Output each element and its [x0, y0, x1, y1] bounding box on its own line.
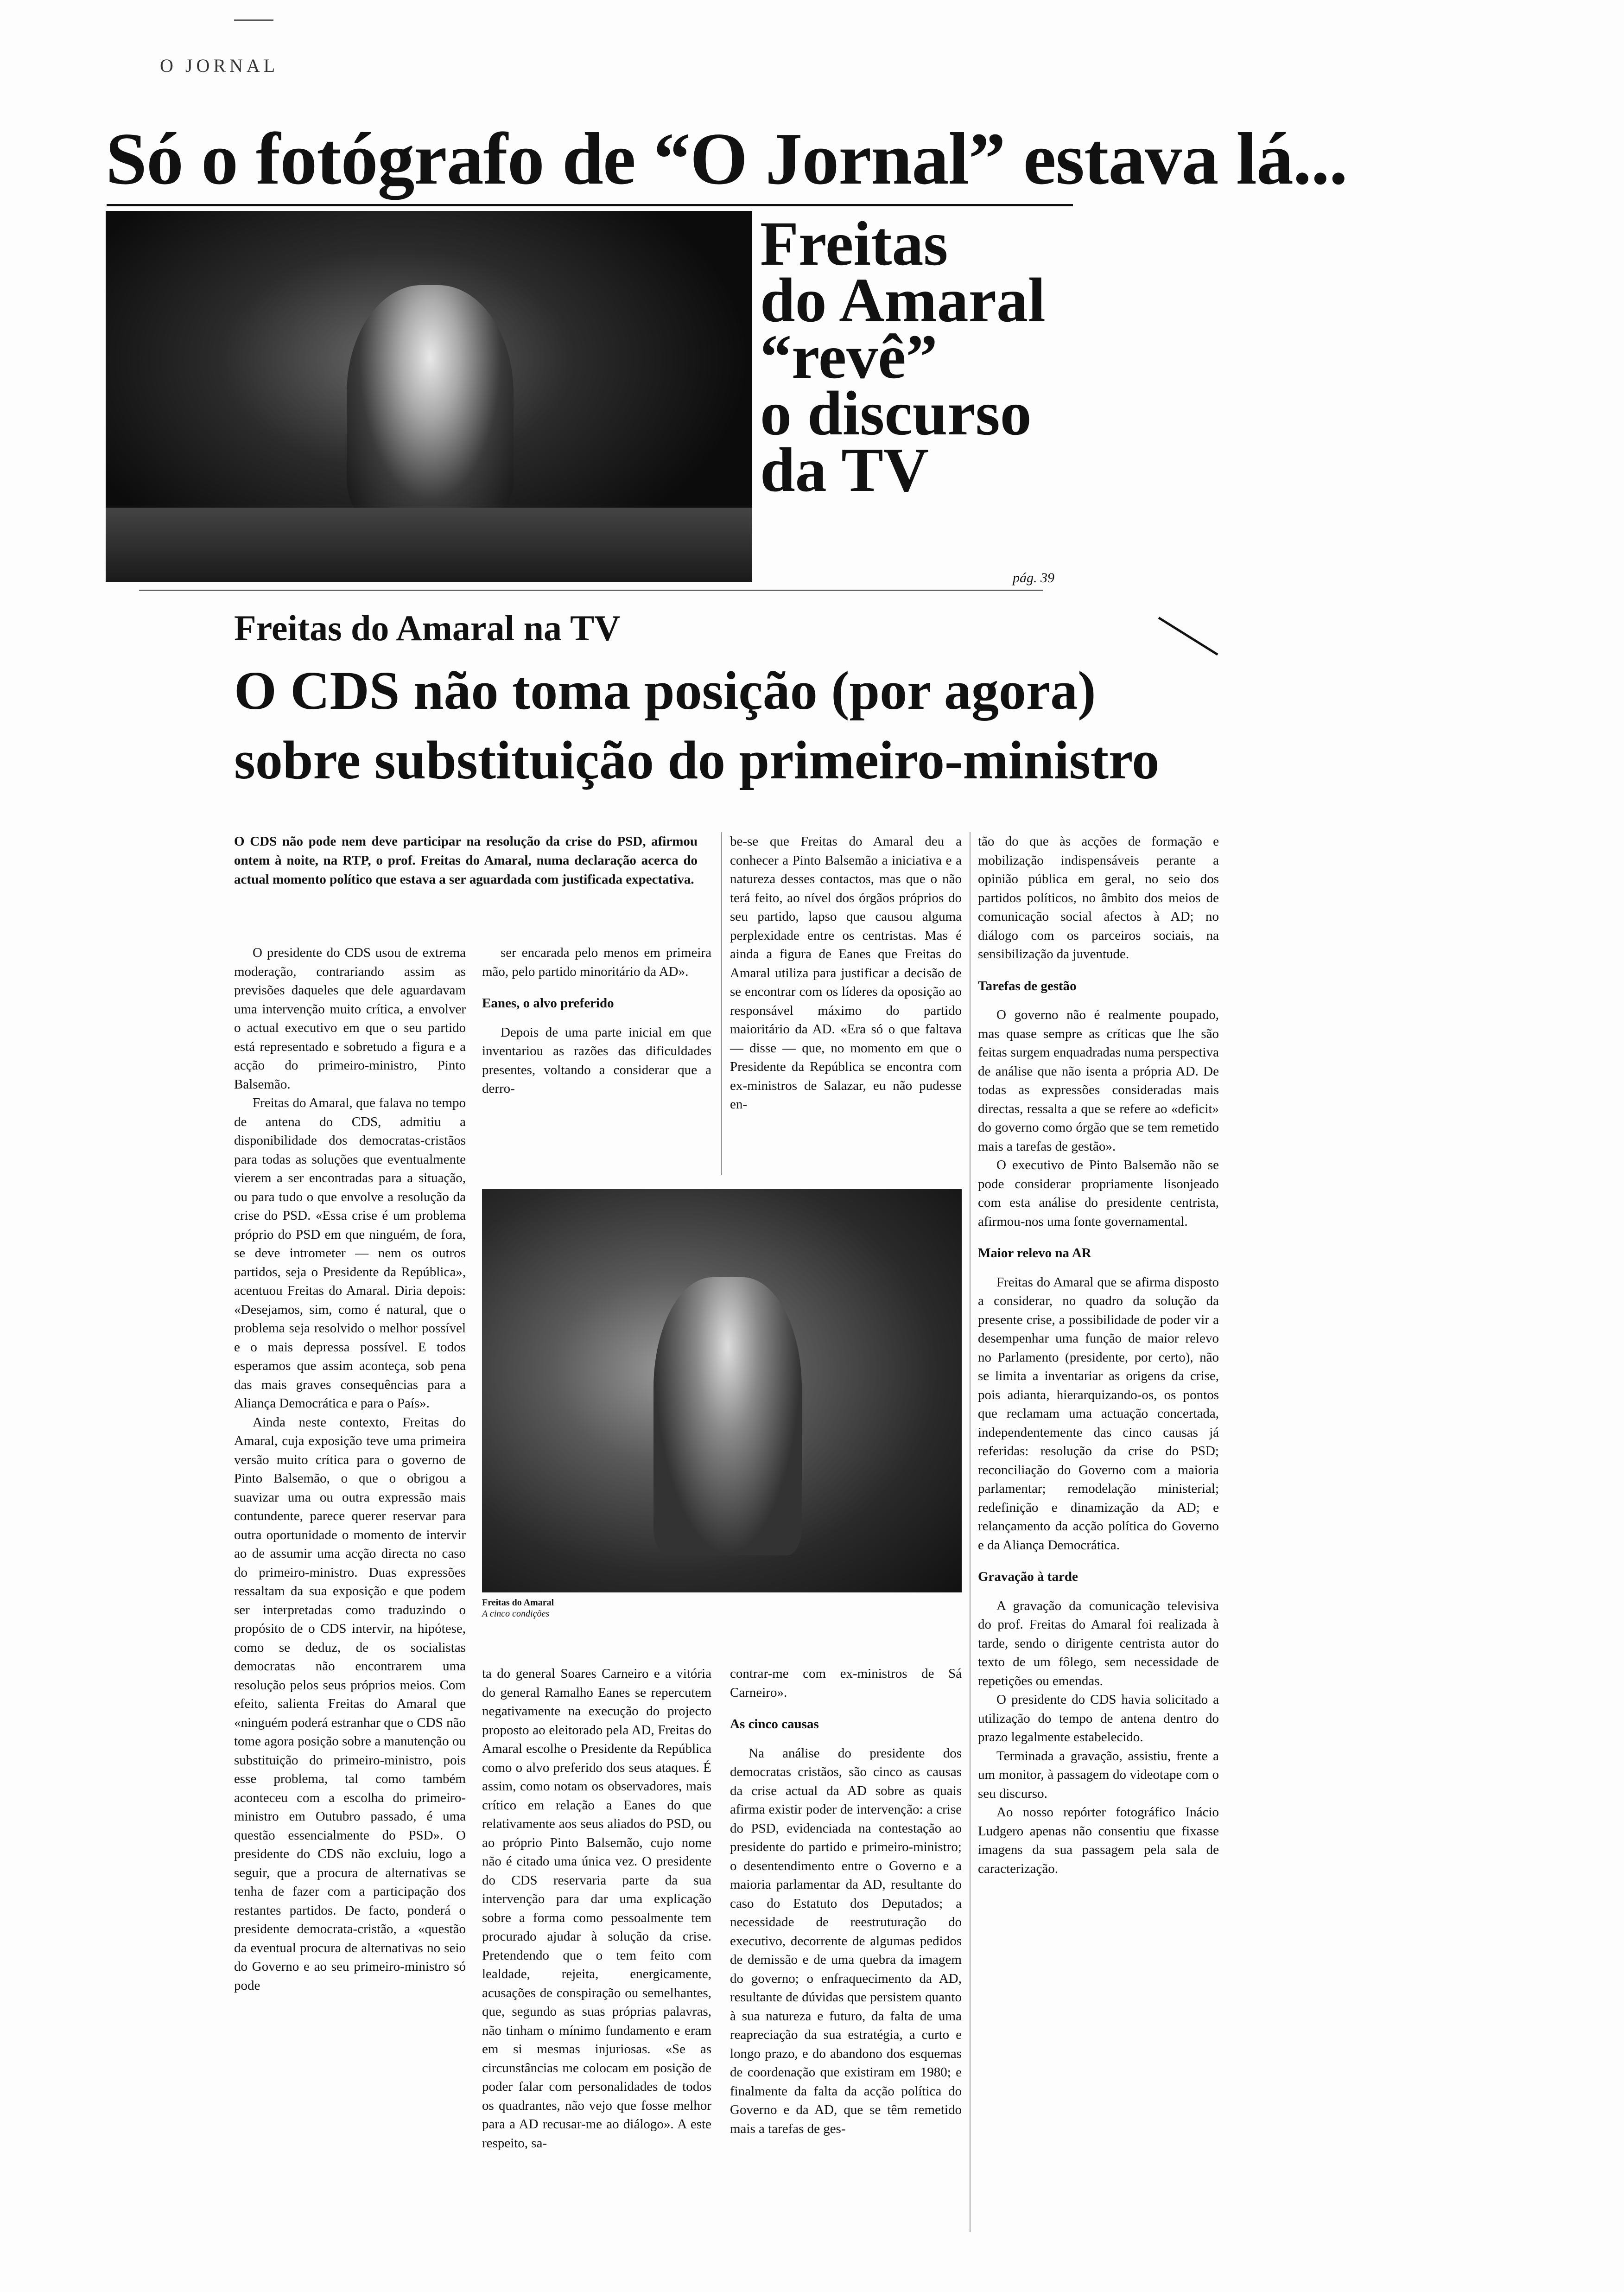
paragraph: Terminada a gravação, assistiu, frente a um monitor, à passagem do videotape com o seu discurso.: [978, 1748, 1219, 1801]
paragraph: O presidente do CDS havia solicitado a utilização do tempo de antena dentro do prazo legalmente estabelecido.: [978, 1692, 1219, 1744]
paragraph: O executivo de Pinto Balsemão não se pode considerar propriamente lisonjeado com esta análise do presidente centrista, afirmou-nos uma fonte governamental.: [978, 1158, 1219, 1229]
article-headline-line1: O CDS não toma posição (por agora): [234, 660, 1096, 721]
feature-headline-line: da TV: [760, 435, 929, 505]
top-rule: [234, 19, 273, 21]
article-kicker: Freitas do Amaral na TV: [234, 608, 621, 648]
feature-headline: [760, 209, 1094, 505]
photo-freitas-do-amaral-tv: [106, 211, 752, 582]
column-divider: [721, 832, 722, 1175]
slash-mark: [1158, 617, 1218, 656]
caption-line2: A cinco condições: [482, 1609, 550, 1619]
article-headline-line2: sobre substituição do primeiro-ministro: [234, 730, 1160, 790]
subheading-eanes: Eanes, o alvo preferido: [482, 996, 614, 1011]
article-lead: O CDS não pode nem deve participar na resolução da crise do PSD, afirmou ontem à noite, na RTP, o prof. Freitas do Amaral, numa declaração acerca do actual momento político que estava a ser aguardada com justificada expectativa.: [234, 834, 698, 887]
photo-figure: [347, 285, 514, 526]
paragraph: A gravação da comunicação televisiva do prof. Freitas do Amaral foi realizada à tarde, sendo o dirigente centrista autor do texto de um fôlego, sem necessidade de repetições ou emendas.: [978, 1598, 1219, 1688]
photo-desk: [106, 508, 752, 582]
column-1: [234, 943, 466, 1995]
paragraph: contrar-me com ex-ministros de Sá Carneiro».: [730, 1666, 962, 1700]
paragraph: tão do que às acções de formação e mobilização indispensáveis perante a opinião pública em geral, no seio dos partidos políticos, no âmbito dos meios de comunicação social afectos à AD; no diálogo com os parceiros sociais, na sensibilização da juventude.: [978, 834, 1219, 961]
paragraph: O presidente do CDS usou de extrema moderação, contrariando assim as previsões daqueles que dele aguardavam uma intervenção muito crítica, a envolver o actual executivo em que o seu partido está representado e sobretudo a figura e a acção do primeiro-ministro, Pinto Balsemão.: [234, 945, 466, 1092]
photo-caption: [482, 1597, 603, 1619]
page-reference: pág. 39: [1013, 570, 1054, 586]
paragraph: ser encarada pelo menos em primeira mão, pelo partido minoritário da AD».: [482, 945, 711, 979]
column-4: [978, 832, 1219, 1878]
paragraph: Freitas do Amaral que se afirma disposto a considerar, no quadro da solução da presente crise, a possibilidade de poder vir a desempenhar uma função de maior relevo no Parlamento (presidente, por certo), não se limita a inventariar as origens da crise, pois adianta, hierarquizando-os, os pontos que reclamam uma actuação concertada, independentemente das cinco causas já referidas: resolução da crise do PSD; reconciliação do Governo com a maioria parlamentar; remodelação ministerial; redefinição e dinamização da AD; e relançamento da acção política do Governo e da Aliança Democrática.: [978, 1274, 1219, 1553]
subheading-tarefas: Tarefas de gestão: [978, 978, 1077, 993]
paragraph: be-se que Freitas do Amaral deu a conhecer a Pinto Balsemão a iniciativa e a natureza desses contactos, mas que o não terá feito, ao nível dos órgãos próprios do seu partido, lapso que causou alguma perplexidade entre os centristas. Mas é ainda a figura de Eanes que Freitas do Amaral utiliza para justificar a decisão de se encontrar com os líderes da oposição ao responsável máximo do partido maioritário da AD. «Era só o que faltava — disse — que, no momento em que o Presidente da República se encontra com ex-ministros de Salazar, eu não pudesse en-: [730, 834, 962, 1112]
caption-line1: Freitas do Amaral: [482, 1598, 554, 1608]
paragraph: Ainda neste contexto, Freitas do Amaral, cuja exposição teve uma primeira versão muito crítica para o governo de Pinto Balsemão, o que o obrigou a suavizar uma ou outra expressão mais contundente, parece querer reservar para outra oportunidade o momento de intervir ao de assumir uma acção directa no caso do primeiro-ministro. Duas expressões ressaltam da sua exposição e que podem ser interpretadas como traduzindo o propósito de o CDS intervir, na hipótese, como se deduz, de os socialistas democratas não encontrarem uma resolução pelos seus próprios meios. Com efeito, salienta Freitas do Amaral que «ninguém poderá estranhar que o CDS não tome agora posição sobre a manutenção ou substituição do primeiro-ministro, pois esse problema, tal como também aconteceu com a escolha do primeiro-ministro em Outubro passado, é uma questão essencialmente do PSD». O presidente do CDS não excluiu, logo a seguir, que a procura de alternativas se tenha de fazer com a participação dos restantes partidos. De facto, ponderá o presidente democrata-cristão, a «questão da eventual procura de alternativas no seio do Governo e ao seu primeiro-ministro só pode: [234, 1414, 466, 1993]
paragraph: O governo não é realmente poupado, mas quase sempre as críticas que lhe são feitas surgem enquadradas numa perspectiva de análise que não isenta a própria AD. De todas as expressões consideradas mais directas, ressalta a que se refere ao «deficit» do governo como órgão que se tem remetido mais a tarefas de gestão».: [978, 1007, 1219, 1154]
column-3: [730, 832, 962, 1114]
subheading-cinco-causas: As cinco causas: [730, 1717, 819, 1732]
feature-headline-line: “revê”: [760, 322, 938, 392]
banner-rule: [107, 204, 1073, 206]
subheading-maior-relevo: Maior relevo na AR: [978, 1246, 1091, 1261]
masthead: O JORNAL: [160, 55, 279, 76]
paragraph: Freitas do Amaral, que falava no tempo de antena do CDS, admitiu a disponibilidade dos democratas-cristãos para todas as soluções que eventualmente vierem a ser encontradas para a situação, ou para tudo o que envolve a resolução da crise do PSD. «Essa crise é um problema próprio do PSD em que ninguém, de fora, se deve intrometer — nem os outros partidos, seja o Presidente da República», acentuou Freitas do Amaral. Diria depois: «Desejamos, sim, como é natural, que o problema seja resolvido o melhor possível e o mais depressa possível. E todos esperamos que assim aconteça, sob pena das mais graves consequências para a Aliança Democrática e para o País».: [234, 1095, 466, 1411]
paragraph: Na análise do presidente dos democratas cristãos, são cinco as causas da crise actual da AD sobre as quais afirma existir poder de intervenção: a crise do PSD, evidenciada na contestação ao presidente do partido e primeiro-ministro; o desentendimento entre o Governo e a maioria parlamentar da AD, resultante do caso do Estatuto dos Deputados; a necessidade de reestruturação do executivo, decorrente de algumas pedidos de demissão e de uma quebra da imagem do governo; o enfraquecimento da AD, resultante de dúvidas que persistem quanto à sua natureza e futuro, da falta de uma reapreciação da sua estratégia, a curto e longo prazo, e do abandono dos esquemas de coordenação que existiram em 1980; e finalmente da falta da acção política do Governo e da AD, que se têm remetido mais a tarefas de ges-: [730, 1745, 962, 2136]
column-2-bottom: [482, 1664, 711, 2152]
paragraph: Depois de uma parte inicial em que inventariou as razões das dificuldades presentes, voltando a considerar que a derro-: [482, 1025, 711, 1096]
column-2: [482, 943, 711, 1098]
section-rule: [139, 590, 1043, 591]
subheading-gravacao: Gravação à tarde: [978, 1569, 1078, 1584]
photo-figure: [653, 1277, 802, 1555]
feature-headline-line: do Amaral: [760, 266, 1046, 335]
banner-headline: Só o fotógrafo de “O Jornal” estava lá...: [106, 117, 1347, 200]
column-divider: [970, 832, 971, 2232]
paragraph: ta do general Soares Carneiro e a vitória do general Ramalho Eanes se repercutem negativamente na execução do projecto proposto ao eleitorado pela AD, Freitas do Amaral escolhe o Presidente da República como o alvo preferido dos seus ataques. É assim, como notam os observadores, mais crítico em relação a Eanes do que relativamente aos seus aliados do PSD, ou ao próprio Pinto Balsemão, cujo nome não é citado uma única vez. O presidente do CDS reservaria parte da sua intervenção para dar uma explicação sobre a forma como pessoalmente tem procurado ajudar à solução da crise. Pretendendo que o tem feito com lealdade, rejeita, energicamente, acusações de conspiração ou semelhantes, que, segundo as suas próprias palavras, não tinham o mínimo fundamento e eram em si mesmas injuriosas. «Se as circunstâncias me colocam em posição de poder falar com personalidades de todos os quadrantes, não vejo que fosse melhor para a AD recusar-me ao diálogo». A este respeito, sa-: [482, 1666, 711, 2151]
photo-freitas-do-amaral-desk: [482, 1189, 962, 1592]
column-3-bottom: [730, 1664, 962, 2138]
article-headline: [234, 656, 1159, 795]
feature-headline-line: o discurso: [760, 379, 1032, 448]
feature-headline-line: Freitas: [760, 209, 948, 279]
paragraph: Ao nosso repórter fotográfico Inácio Ludgero apenas não consentiu que fixasse imagens da sua passagem pela sala de caracterização.: [978, 1805, 1219, 1876]
